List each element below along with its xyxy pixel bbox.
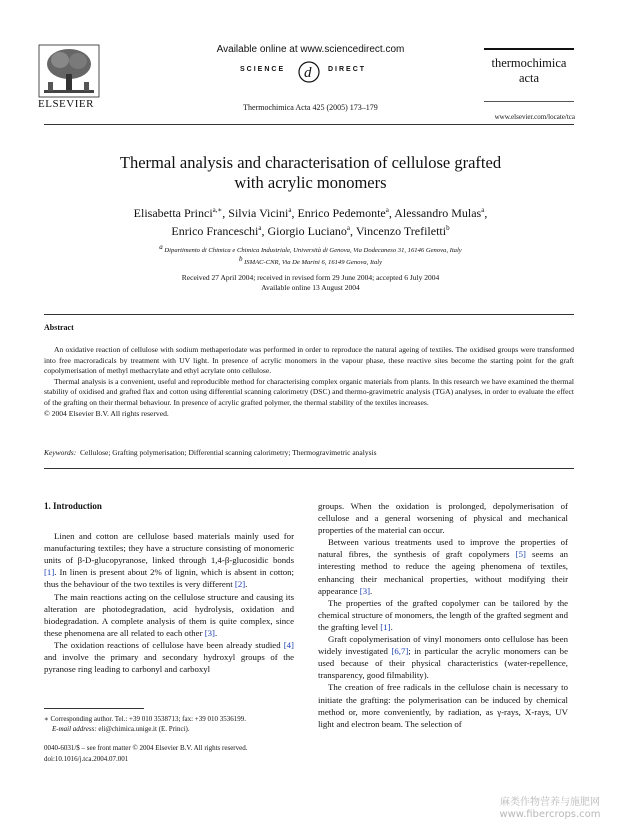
abstract-bottom-rule (44, 468, 574, 469)
issn-line: 0040-6031/$ – see front matter © 2004 Elsevier B.V. All rights reserved. (44, 744, 248, 752)
citation-link[interactable]: [6,7] (391, 646, 409, 657)
author: Silvia Vicini (228, 206, 289, 220)
column-left (44, 500, 294, 675)
journal-name-line1: thermochimica (491, 56, 567, 70)
abstract-heading: Abstract (44, 323, 74, 332)
article-dates (40, 273, 581, 293)
journal-badge (484, 48, 574, 102)
citation-link[interactable]: [4] (283, 639, 294, 650)
sciencedirect-logo (236, 60, 386, 84)
doi-line[interactable]: doi:10.1016/j.tca.2004.07.001 (44, 755, 129, 763)
watermark: 麻类作物营养与施肥网 www.fibercrops.com (499, 797, 601, 820)
paragraph: The oxidation reactions of cellulose have been already studied [4] and involve the primary and secondary hydroxyl groups of the pyranose ring leading to carbonyl and carboxyl (44, 639, 294, 675)
citation-link[interactable]: [5] (515, 549, 526, 560)
affiliations: $^a$ Dipartimento di Chimica e Chimica Industriale, Università di Genova, Via Dodecaneso 31, 16146 Genova, Italy $^b$ ISMAC-CNR, Via De Marini 6, 16149 Genova, Italy (159, 243, 462, 267)
author: Giorgio Luciano (267, 224, 347, 238)
issn-doi (44, 743, 304, 765)
citation-link[interactable]: [3] (204, 627, 215, 638)
paragraph: Between various treatments used to improve the properties of natural fibres, the synthesis of graft copolymers [5] seems an interesting method to reduce the ageing phenomena of textiles, enhancing their mechanical properties, without modifying their appearance [3]. (318, 537, 568, 596)
email-address[interactable]: eli@chimica.unige.it (E. Princi). (96, 725, 190, 733)
affiliation-a: Dipartimento di Chimica e Chimica Industriale, Università di Genova, Via Dodecaneso 31, 16146 Genova, Italy (164, 247, 462, 255)
corresponding-author: ∗ Corresponding author. Tel.: +39 010 3538713; fax: +39 010 3536199. (44, 715, 246, 723)
copyright: © 2004 Elsevier B.V. All rights reserved. (44, 408, 169, 418)
article-title: Thermal analysis and characterisation of cellulose grafted with acrylic monomers (119, 153, 502, 192)
citation-link[interactable]: [2] (234, 579, 246, 590)
paragraph: Linen and cotton are cellulose based materials mainly used for manufacturing textiles; they have a structure consisting of monomeric units of β-D-glucopyranose, linked through 1,4-β-glucosidic bonds [1]. In linen is present about 2% of lignin, which is absent in cotton; thus the behaviour of the two textiles is very different [2]. (44, 531, 294, 590)
journal-url[interactable]: www.elsevier.com/locate/tca (494, 113, 575, 121)
footnote (44, 714, 304, 734)
elsevier-tree-icon (38, 44, 100, 98)
paragraph: The main reactions acting on the cellulose structure and causing its alteration are photodegradation, acid hydrolysis, oxidation and biodegradation. A complete analysis of them is quite complex, since these phenomena are all related to each other [3]. (44, 591, 294, 638)
keywords (44, 448, 574, 457)
header-rule (44, 124, 574, 125)
received-dates: Received 27 April 2004; received in revised form 29 June 2004; accepted 6 July 2004 (181, 273, 440, 282)
author: Vincenzo Trefiletti (355, 224, 447, 238)
email-label: E-mail address: (52, 725, 97, 733)
keywords-label: Keywords: (44, 448, 77, 457)
footnote-rule (44, 708, 144, 709)
citation-link[interactable]: [3] (359, 585, 371, 596)
sd-left: SCIENCE (240, 66, 286, 73)
author: Enrico Franceschi (171, 224, 259, 238)
svg-text:d: d (304, 65, 312, 81)
sciencedirect-emblem-icon (296, 60, 322, 84)
keywords-list: Cellulose; Grafting polymerisation; Differential scanning calorimetry; Thermogravimetric analysis (79, 448, 377, 457)
journal-name-line2: acta (518, 71, 540, 85)
sd-right: DIRECT (328, 66, 367, 73)
paragraph: The creation of free radicals in the cellulose chain is necessary to initiate the grafting: the polymerisation can be induced by chemical method or, more conveniently, by radiation, as γ-rays, X-rays, UV light and electron beam. The selection of (318, 682, 568, 729)
abstract-top-rule (44, 314, 574, 315)
abstract-paragraph: An oxidative reaction of cellulose with sodium methaperiodate was performed in order to reproduce the natural ageing of textiles. The oxidised groups were transformed into free macroradicals by treatment with UV light. In presence of acrylic monomers in the vapour phase, these reactive sites become the starting point for the graft copolymerisation of methyl methacrylate and ethyl acrylate onto cellulose. (44, 345, 574, 376)
paragraph: Graft copolymerisation of vinyl monomers onto cellulose has been widely investigated [6,7]; in particular the acrylic monomers can be used because of their physical characteristics (water-repellence, transparency, good filmability). (318, 634, 568, 681)
citation-link[interactable]: [1] (380, 621, 391, 632)
publisher-name: ELSEVIER (38, 98, 94, 110)
author: Alessandro Mulas (394, 206, 482, 220)
paragraph: groups. When the oxidation is prolonged, depolymerisation of cellulose and a general worsening of physical and mechanical properties of the material can occur. (318, 501, 568, 536)
author: Enrico Pedemonte (297, 206, 386, 220)
author: Elisabetta Princi (133, 206, 213, 220)
author-list: Elisabetta Princi$^{a,∗}$, Silvia Vicini$^a$, Enrico Pedemonte$^a$, Alessandro Mulas$^a$, Enrico Franceschi$^a$, Giorgio Luciano$^a$, Vincenzo Trefiletti$^b$ (133, 206, 488, 238)
online-date: Available online 13 August 2004 (261, 283, 360, 292)
journal-reference: Thermochimica Acta 425 (2005) 173–179 (243, 103, 378, 112)
citation-link[interactable]: [1] (44, 567, 55, 578)
affiliation-b: ISMAC-CNR, Via De Marini 6, 16149 Genova, Italy (244, 259, 383, 267)
abstract-paragraph: Thermal analysis is a convenient, useful and reproducible method for characterising complex organic materials from plants. In this research we have examined the thermal stability of oxidised and grafted flax and cotton using differential scanning calorimetry (DSC) and thermo-gravimetric analysis (TGA) analyses, in order to evaluate the effect of the grafting on their thermal behaviour. In presence of acrylic grafted polymer, the thermal stability of the textiles increases. (44, 376, 574, 407)
paragraph: The properties of the grafted copolymer can be tailored by the chemical structure of monomers, the length of the grafted segment and the grafting level [1]. (318, 597, 568, 632)
available-online: Available online at www.sciencedirect.com (216, 44, 405, 55)
section-heading: 1. Introduction (44, 501, 102, 511)
abstract-body (44, 345, 574, 419)
column-right (318, 500, 568, 730)
